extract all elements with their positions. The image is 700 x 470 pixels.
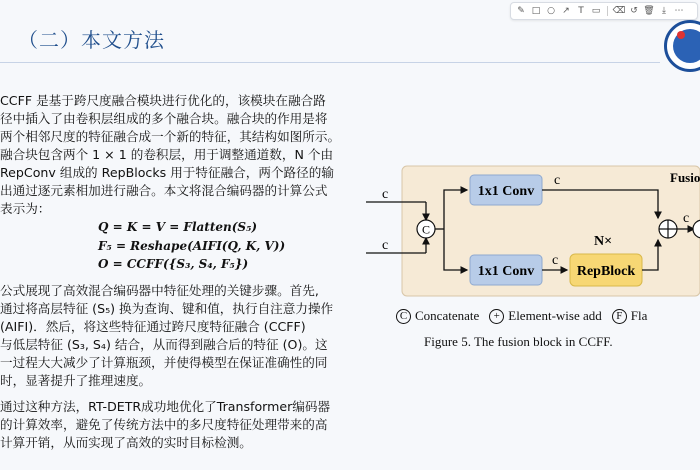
title-divider [0,62,660,63]
text-line: 表示为： [0,201,51,216]
text-line: 与低层特征 (S₃, S₄) 结合，从而得到融合后的特征 (O)。这 [0,336,328,352]
more-icon[interactable]: ⋯ [674,6,684,16]
c-label-left-top: c [382,187,389,202]
text-line: 通过将高层特征 (S₅) 换为查询、键和值，执行自注意力操作 [0,300,334,316]
legend-symbol-icon: F [612,309,627,324]
text-line: 的计算效率，避免了传统方法中的多尺度特征处理带来的高 [0,416,328,432]
text-line: (AIFI)．然后，将这些特征通过跨尺度特征融合 (CCFF) [0,318,306,334]
diagram-legend [396,306,647,326]
figure-caption: Figure 5. The fusion block in CCFF. [424,334,613,349]
eraser-icon[interactable]: ⌫ [612,6,626,16]
legend-symbol-icon: + [489,309,504,324]
c-label-left-bottom: c [382,238,389,253]
download-icon[interactable]: ⤓ [662,6,666,16]
equation-line: O = CCFF({S₃, S₄, F₅}) [98,257,249,271]
text-line: 一过程大大减少了计算瓶颈，并使得模型在保证准确性的同 [0,354,328,370]
legend-symbol-icon: C [396,309,411,324]
legend-item [612,308,648,324]
text-line: 公式展现了高效混合编码器中特征处理的关键步骤。首先, [0,282,319,298]
arrow-icon[interactable]: ↗ [562,6,570,16]
conv-top-label: 1x1 Conv [477,184,535,199]
legend-label: Concatenate [415,308,480,323]
undo-icon[interactable]: ↺ [630,6,638,16]
legend-item [489,308,602,324]
text-line: 出通过逐元素相加进行融合。本文将混合编码器的计算公式 [0,183,328,198]
text-line: RepConv 组成的 RepBlocks 用于特征融合，两个路径的输 [0,165,334,180]
pen-icon[interactable]: ✎ [517,6,525,16]
logo-red-dot [677,31,685,39]
university-logo [664,20,700,72]
legend-label: Fla [630,308,648,323]
legend-item [396,308,479,324]
equation-line: F₅ = Reshape(AIFI(Q, K, V)) [98,238,286,253]
text-line: 两个相邻尺度的特征融合成一个新的特征，其结构如图所示。 [0,129,341,144]
paragraph-explanation [0,282,362,390]
paragraph-intro [0,92,362,218]
text-line: 融合块包含两个 1 × 1 的卷积层，用于调整通道数，N 个由 [0,147,334,162]
top-bar [0,0,700,24]
c-label-top: c [554,173,561,188]
fusion-block-diagram [366,160,700,300]
fusion-label: Fusio [670,170,700,185]
slide-title: （二）本文方法 [18,28,165,52]
annotation-toolbar [510,2,698,20]
equation-line: Q = K = V = Flatten(S₅) [98,220,257,234]
concat-symbol: C [421,222,431,237]
legend-label: Element-wise add [508,308,602,323]
c-label-bottom: c [552,253,559,268]
circle-icon[interactable]: ○ [547,6,555,16]
text-line: 时，显著提升了推理速度。 [0,372,152,388]
repblock-label: RepBlock [576,264,636,279]
paragraph-conclusion [0,398,362,452]
equation-block [0,218,362,274]
rect-icon[interactable]: □ [531,6,541,16]
text-line: CCFF 是基于跨尺度融合模块进行优化的，该模块在融合路 [0,93,326,108]
delete-icon[interactable]: 🗑 [643,6,655,16]
conv-bottom-label: 1x1 Conv [477,264,535,279]
text-icon[interactable]: T [578,6,584,16]
c-label-right: c [683,211,690,226]
text-line: 通过这种方法，RT-DETR成功地优化了Transformer编码器 [0,398,331,414]
text-line: 径中插入了由卷积层组成的多个融合块。融合块的作用是将 [0,111,328,126]
highlight-icon[interactable]: ▭ [591,6,601,16]
slide-body [0,92,362,452]
n-times-label: N× [594,234,613,249]
toolbar-separator [607,6,608,16]
text-line: 计算开销，从而实现了高效的实时目标检测。 [0,434,252,450]
diagram-background [402,166,700,296]
